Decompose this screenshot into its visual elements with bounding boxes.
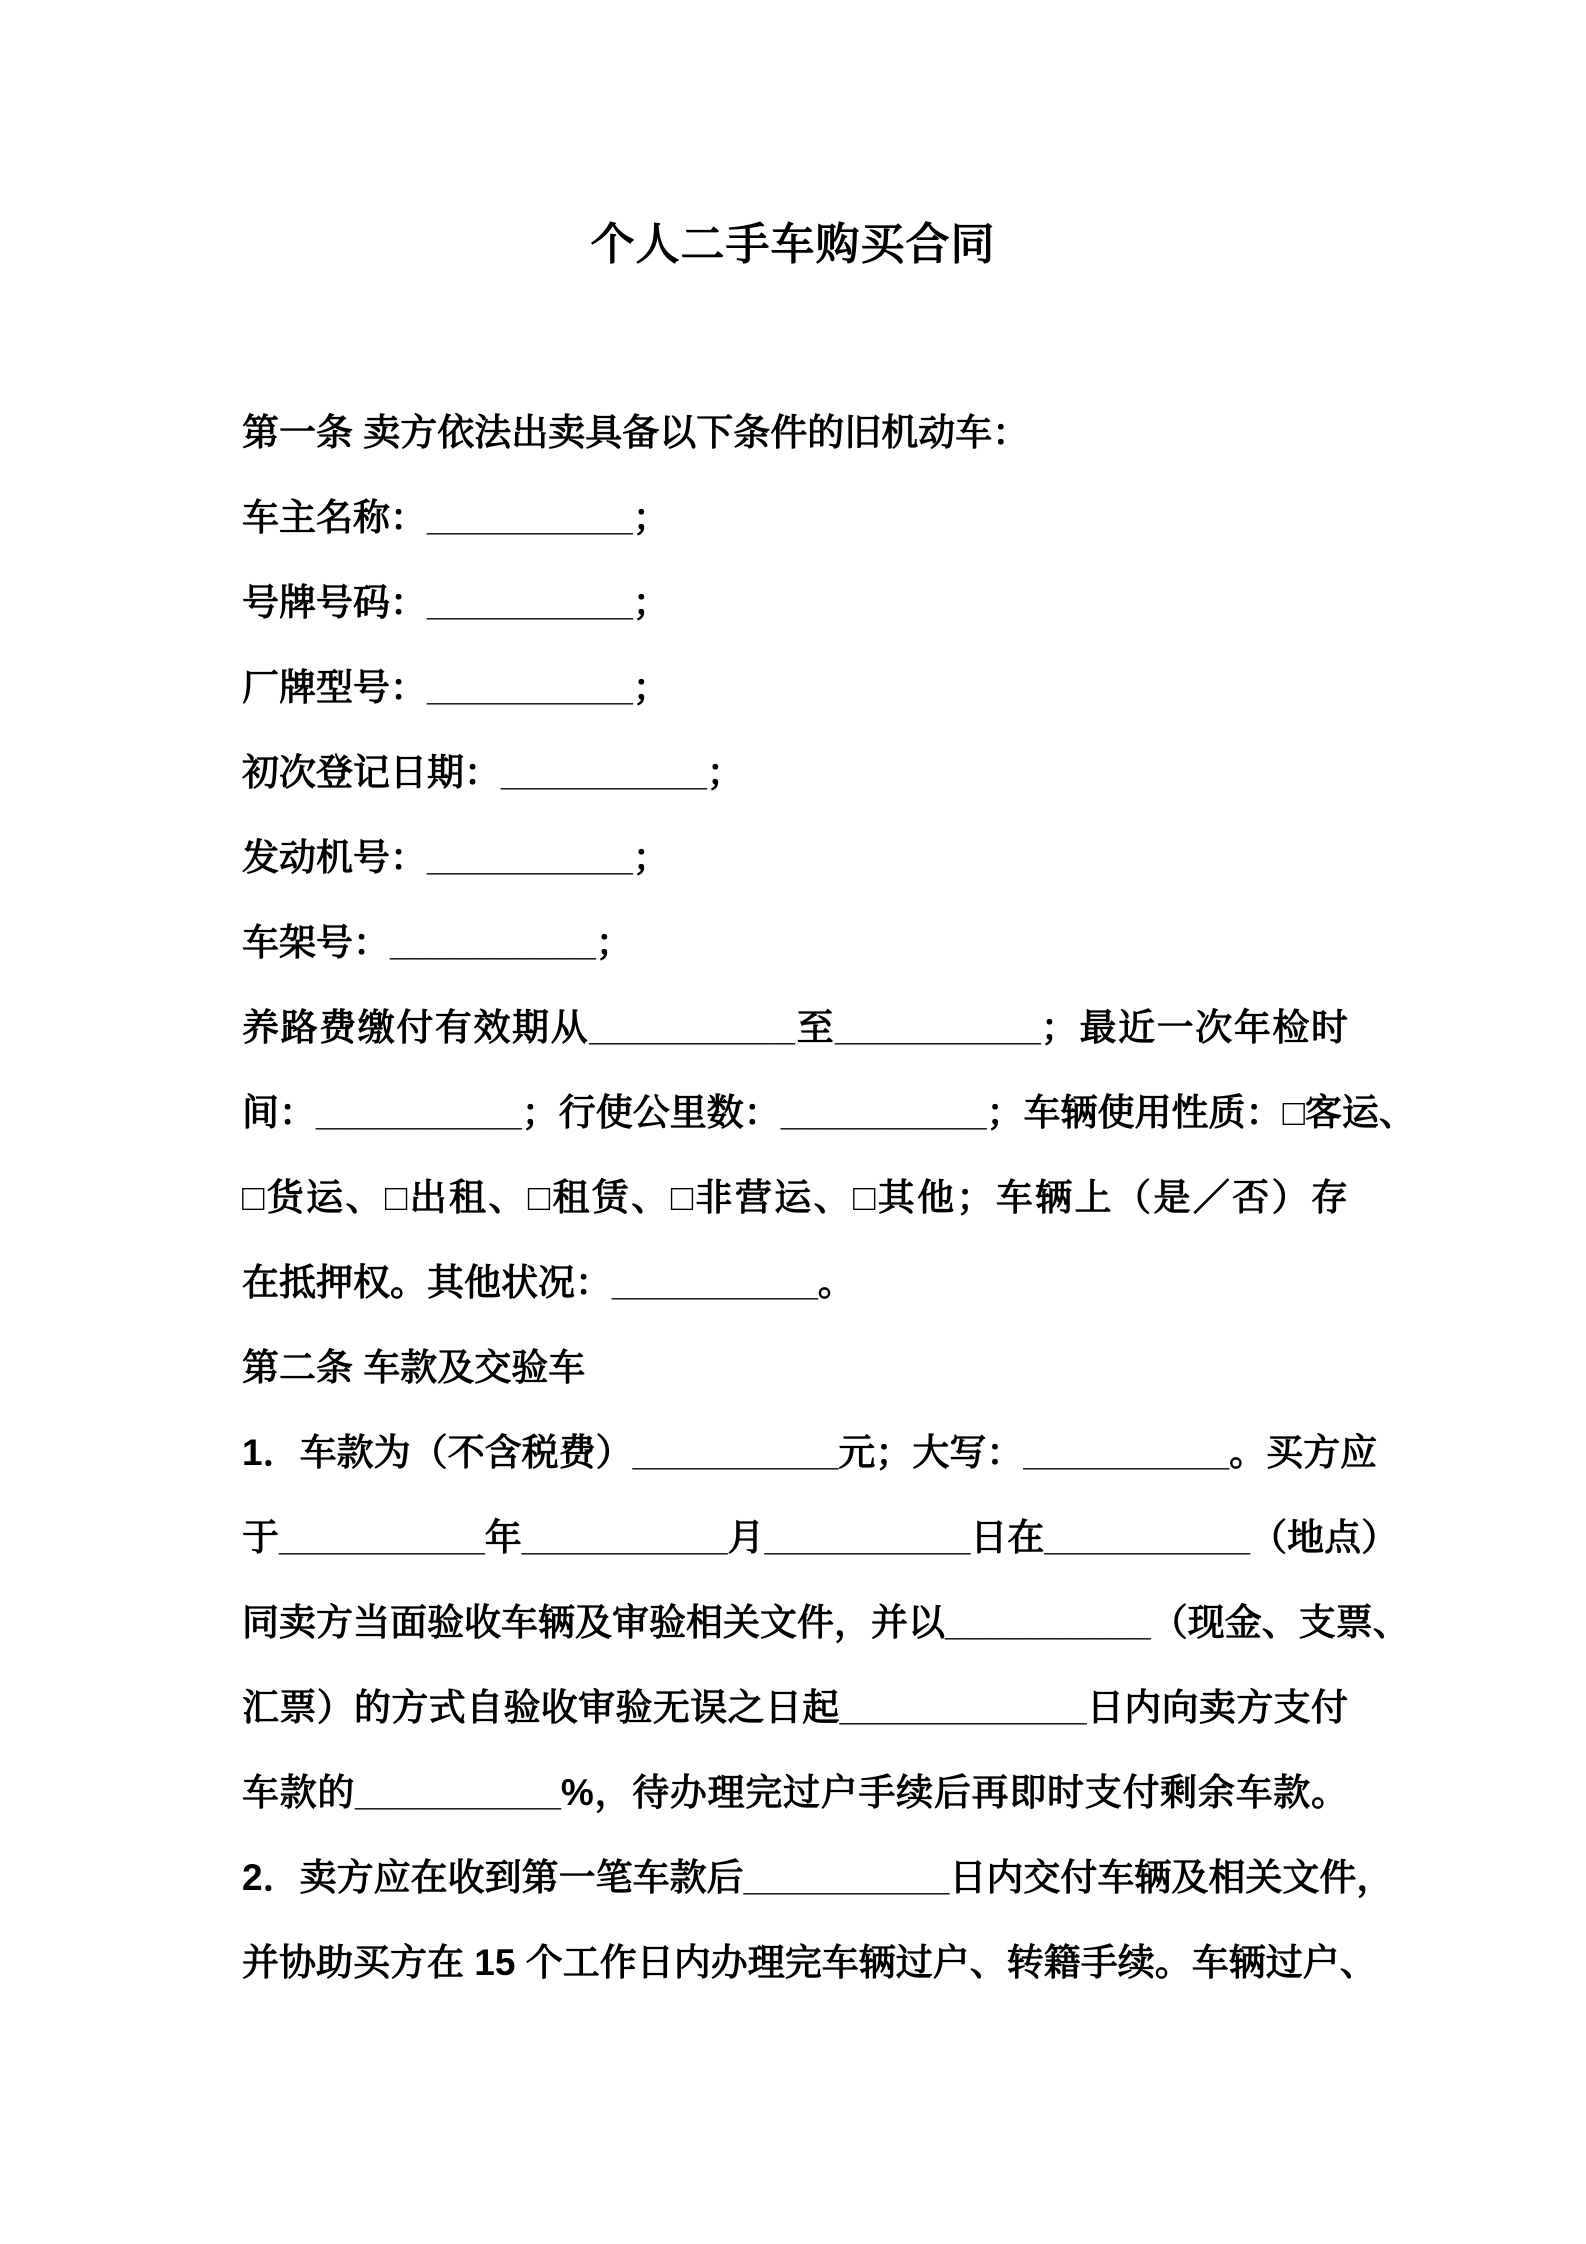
field-engine-number: 发动机号：__________； (242, 837, 670, 878)
line-inspection-mileage-usage: 间：__________；行使公里数：__________；车辆使用性质：□客运、 (242, 1092, 1416, 1133)
line-transfer-procedure: 并协助买方在 15 个工作日内办理完车辆过户、转籍手续。车辆过户、 (242, 1942, 1377, 1983)
line-mortgage-other-status: 在抵押权。其他状况：__________。 (242, 1262, 855, 1303)
field-brand-model: 厂牌型号：__________； (242, 667, 670, 708)
document-title: 个人二手车购买合同 (590, 220, 996, 269)
line-payment-method: 同卖方当面验收车辆及审验相关文件，并以__________（现金、支票、 (242, 1602, 1410, 1643)
line-delivery-terms: 2．卖方应在收到第一笔车款后__________日内交付车辆及相关文件， (242, 1857, 1394, 1898)
clause-2-heading: 第二条 车款及交验车 (242, 1347, 586, 1388)
clause-1-heading: 第一条 卖方依法出卖具备以下条件的旧机动车： (242, 412, 1030, 453)
field-owner-name: 车主名称：__________； (242, 497, 670, 538)
document-body (242, 390, 1416, 2005)
line-price: 1．车款为（不含税费）__________元；大写：__________。买方应 (242, 1432, 1378, 1473)
field-plate-number: 号牌号码：__________； (242, 582, 670, 623)
field-frame-number: 车架号：__________； (242, 922, 633, 963)
line-payment-deadline: 汇票）的方式自验收审验无误之日起____________日内向卖方支付 (242, 1687, 1348, 1728)
line-road-fee-validity: 养路费缴付有效期从__________至__________；最近一次年检时 (242, 1007, 1348, 1048)
line-usage-checkboxes: □货运、□出租、□租赁、□非营运、□其他；车辆上（是／否）存 (242, 1177, 1348, 1218)
line-date-place: 于__________年__________月__________日在__________（地点） (242, 1517, 1399, 1558)
line-payment-percent: 车款的__________%，待办理完过户手续后再即时支付剩余车款。 (242, 1772, 1348, 1813)
field-first-registration-date: 初次登记日期：__________； (242, 752, 744, 793)
